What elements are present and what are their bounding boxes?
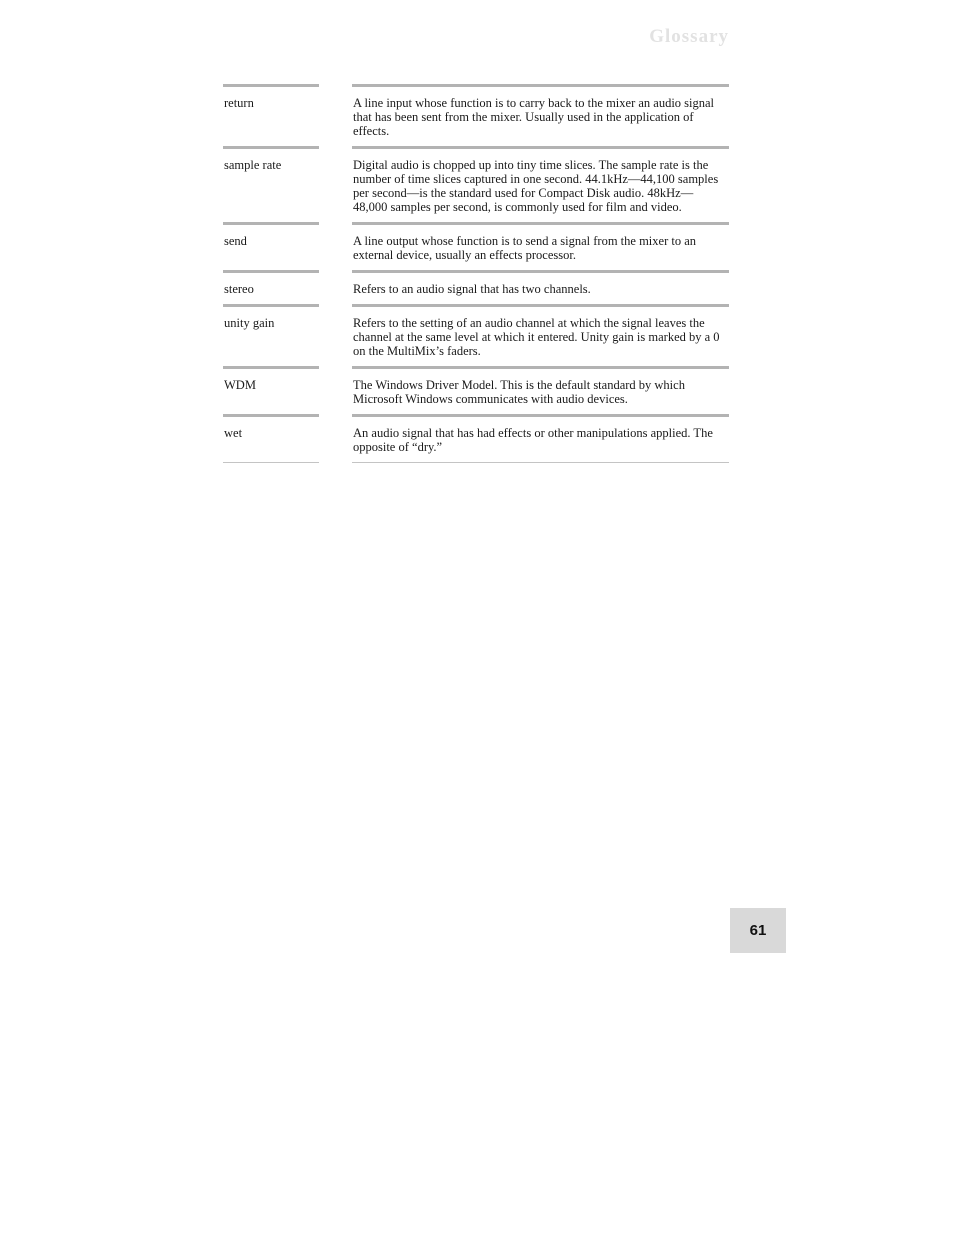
glossary-term: sample rate xyxy=(223,146,319,222)
glossary-term: stereo xyxy=(223,270,319,304)
glossary-term: wet xyxy=(223,414,319,463)
glossary-entry-stereo xyxy=(223,270,730,304)
glossary-entry-wdm xyxy=(223,366,730,414)
glossary-entry-return xyxy=(223,84,730,146)
glossary-definition: A line input whose function is to carry back to the mixer an audio signal that has been sent from the mixer. Usually used in the application of effects. xyxy=(352,84,729,146)
glossary-term: send xyxy=(223,222,319,270)
glossary-definition: Digital audio is chopped up into tiny time slices. The sample rate is the number of time slices captured in one second. 44.1kHz—44,100 samples per second—is the standard used for Compact Disk audio. 48kHz—48,000 samples per second, is commonly used for film and video. xyxy=(352,146,729,222)
glossary-definition: Refers to the setting of an audio channel at which the signal leaves the channel at the same level at which it entered. Unity gain is marked by a 0 on the MultiMix’s faders. xyxy=(352,304,729,366)
glossary-entry-sample-rate xyxy=(223,146,730,222)
page-number: 61 xyxy=(749,922,767,939)
glossary-list xyxy=(223,84,730,463)
glossary-definition: A line output whose function is to send a signal from the mixer to an external device, usually an effects processor. xyxy=(352,222,729,270)
glossary-term: WDM xyxy=(223,366,319,414)
glossary-entry-unity-gain xyxy=(223,304,730,366)
glossary-term: return xyxy=(223,84,319,146)
glossary-entry-send xyxy=(223,222,730,270)
glossary-term: unity gain xyxy=(223,304,319,366)
section-title: Glossary xyxy=(649,26,729,47)
glossary-entry-wet xyxy=(223,414,730,463)
glossary-definition: The Windows Driver Model. This is the default standard by which Microsoft Windows communicates with audio devices. xyxy=(352,366,729,414)
page-number-tab xyxy=(730,908,786,953)
glossary-definition: Refers to an audio signal that has two channels. xyxy=(352,270,729,304)
glossary-definition: An audio signal that has had effects or other manipulations applied. The opposite of “dry.” xyxy=(352,414,729,463)
